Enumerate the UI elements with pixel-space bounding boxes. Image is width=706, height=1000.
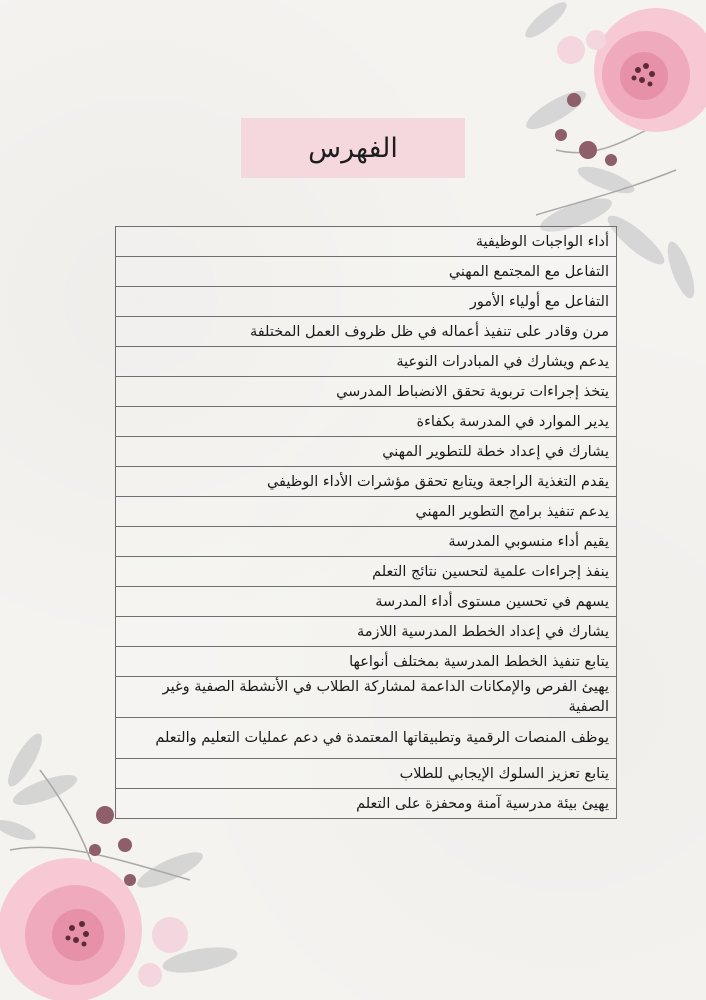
toc-item: يسهم في تحسين مستوى أداء المدرسة <box>116 587 617 617</box>
toc-item: يقيم أداء منسوبي المدرسة <box>116 527 617 557</box>
table-row <box>116 557 617 587</box>
table-row <box>116 647 617 677</box>
toc-item: يهيئ الفرص والإمكانات الداعمة لمشاركة الطلاب في الأنشطة الصفية وغير الصفية <box>116 677 617 718</box>
toc-item: يتخذ إجراءات تربوية تحقق الانضباط المدرسي <box>116 377 617 407</box>
table-row <box>116 527 617 557</box>
toc-item: يدعم تنفيذ برامج التطوير المهني <box>116 497 617 527</box>
toc-item: يقدم التغذية الراجعة ويتابع تحقق مؤشرات الأداء الوظيفي <box>116 467 617 497</box>
toc-item: يدير الموارد في المدرسة بكفاءة <box>116 407 617 437</box>
toc-item: مرن وقادر على تنفيذ أعماله في ظل ظروف العمل المختلفة <box>116 317 617 347</box>
page-title-box <box>241 118 465 178</box>
toc-item: ينفذ إجراءات علمية لتحسين نتائج التعلم <box>116 557 617 587</box>
table-of-contents <box>115 226 617 819</box>
toc-item: يشارك في إعداد الخطط المدرسية اللازمة <box>116 617 617 647</box>
table-row <box>116 347 617 377</box>
table-row <box>116 227 617 257</box>
toc-item: التفاعل مع المجتمع المهني <box>116 257 617 287</box>
table-row <box>116 407 617 437</box>
toc-item: يدعم ويشارك في المبادرات النوعية <box>116 347 617 377</box>
table-row <box>116 718 617 759</box>
table-row <box>116 789 617 819</box>
table-row <box>116 257 617 287</box>
table-row <box>116 377 617 407</box>
table-row <box>116 317 617 347</box>
table-row <box>116 677 617 718</box>
toc-item: يوظف المنصات الرقمية وتطبيقاتها المعتمدة في دعم عمليات التعليم والتعلم <box>116 718 617 759</box>
toc-item: التفاعل مع أولياء الأمور <box>116 287 617 317</box>
toc-item: يشارك في إعداد خطة للتطوير المهني <box>116 437 617 467</box>
table-row <box>116 287 617 317</box>
page-title: الفهرس <box>308 132 398 164</box>
table-row <box>116 467 617 497</box>
toc-item: يتابع تعزيز السلوك الإيجابي للطلاب <box>116 759 617 789</box>
table-row <box>116 617 617 647</box>
toc-item: يتابع تنفيذ الخطط المدرسية بمختلف أنواعها <box>116 647 617 677</box>
table-row <box>116 437 617 467</box>
toc-item: أداء الواجبات الوظيفية <box>116 227 617 257</box>
table-row <box>116 497 617 527</box>
table-row <box>116 759 617 789</box>
table-row <box>116 587 617 617</box>
toc-item: يهيئ بيئة مدرسية آمنة ومحفزة على التعلم <box>116 789 617 819</box>
